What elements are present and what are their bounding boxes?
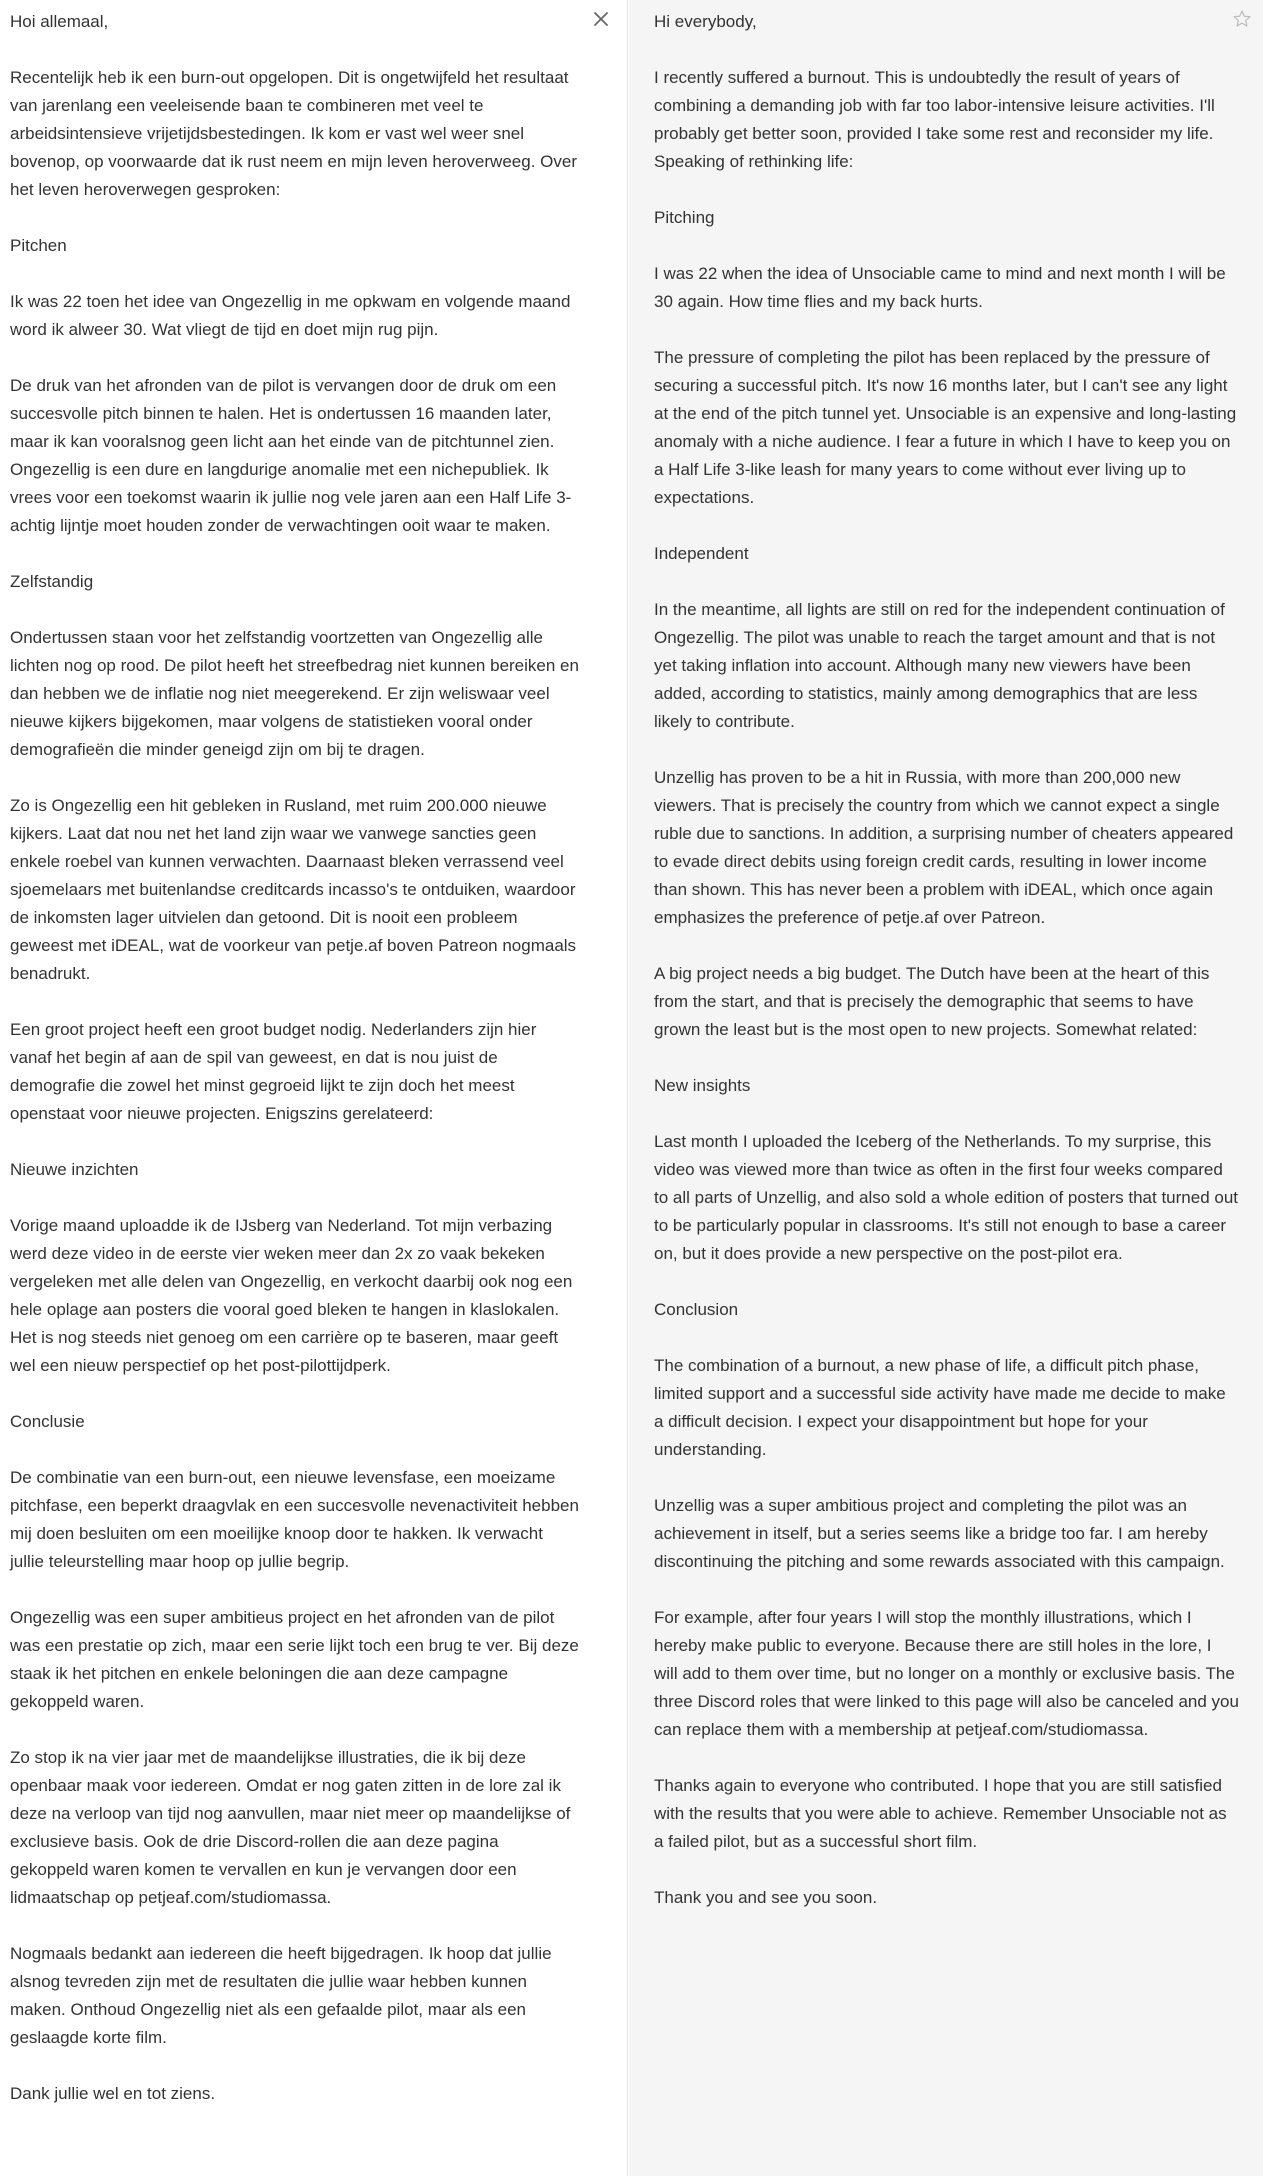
source-paragraph: De druk van het afronden van de pilot is vervangen door de druk om een succesvolle pitch binnen te halen. Het is ondertussen 16 maanden later, maar ik kan vooralsnog geen licht aan het einde van de pitchtunnel zien. Ongezellig is een dure en langdurige anomalie met een nichepubliek. Ik vrees voor een toekomst waarin ik jullie nog vele jaren aan een Half Life 3-achtig lijntje moet houden zonder de verwachtingen ooit waar te maken.: [10, 376, 572, 535]
source-paragraph: Zo is Ongezellig een hit gebleken in Rusland, met ruim 200.000 nieuwe kijkers. Laat dat nou net het land zijn waar we vanwege sancties geen enkele roebel van kunnen verwachten. Daarnaast bleken verrassend veel sjoemelaars met buitenlandse creditcards incasso's te ontduiken, waardoor de inkomsten lager uitvielen dan getoond. Dit is nooit een probleem geweest met iDEAL, wat de voorkeur van petje.af boven Patreon nogmaals benadrukt.: [10, 796, 577, 983]
source-paragraph: Vorige maand uploadde ik de IJsberg van Nederland. Tot mijn verbazing werd deze video in de eerste vier weken meer dan 2x zo vaak bekeken vergeleken met alle delen van Ongezellig, en verkocht daarbij ook nog een hele oplage aan posters die vooral goed bleken te hangen in klaslokalen. Het is nog steeds niet genoeg om een carrière op te baseren, maar geeft wel een nieuw perspectief op het post-pilottijdperk.: [10, 1216, 573, 1375]
source-textarea[interactable]: [10, 8, 580, 2108]
translation-paragraph: The pressure of completing the pilot has been replaced by the pressure of securing a successful pitch. It's now 16 months later, but I can't see any light at the end of the pitch tunnel yet. Unsociable is an expensive and long-lasting anomaly with a niche audience. I fear a future in which I have to keep you on a Half Life 3-like leash for many years to come without ever living up to expectations.: [654, 348, 1237, 507]
translation-paragraph: For example, after four years I will stop the monthly illustrations, which I hereby make public to everyone. Because there are still holes in the lore, I will add to them over time, but no longer on a monthly or exclusive basis. The three Discord roles that were linked to this page will also be canceled and you can replace them with a membership at petjeaf.com/studiomassa.: [654, 1608, 1239, 1739]
translation-paragraph: A big project needs a big budget. The Dutch have been at the heart of this from the start, and that is precisely the demographic that seems to have grown the least but is the most open to new projects. Somewhat related:: [654, 964, 1210, 1039]
translation-paragraph: Independent: [654, 544, 749, 563]
translation-paragraph: Hi everybody,: [654, 12, 757, 31]
translation-output: [654, 8, 1239, 1912]
translation-paragraph: Last month I uploaded the Iceberg of the Netherlands. To my surprise, this video was viewed more than twice as often in the first four weeks compared to all parts of Unzellig, and also sold a whole edition of posters that turned out to be particularly popular in classrooms. It's still not enough to base a career on, but it does provide a new perspective on the post-pilot era.: [654, 1132, 1239, 1263]
translation-paragraph: In the meantime, all lights are still on red for the independent continuation of Ongezellig. The pilot was unable to reach the target amount and that is not yet taking inflation into account. Although many new viewers have been added, according to statistics, mainly among demographics that are less likely to contribute.: [654, 600, 1225, 731]
translation-paragraph: Unzellig was a super ambitious project and completing the pilot was an achievement in itself, but a series seems like a bridge too far. I am hereby discontinuing the pitching and some rewards associated with this campaign.: [654, 1496, 1225, 1571]
source-paragraph: Recentelijk heb ik een burn-out opgelopen. Dit is ongetwijfeld het resultaat van jarenlang een veeleisende baan te combineren met veel te arbeidsintensieve vrijetijdsbestedingen. Ik kom er vast wel weer snel bovenop, op voorwaarde dat ik rust neem en mijn leven heroverweeg. Over het leven heroverwegen gesproken:: [10, 68, 577, 199]
source-paragraph: Ongezellig was een super ambitieus project en het afronden van de pilot was een prestatie op zich, maar een serie lijkt toch een brug te ver. Bij deze staak ik het pitchen en enkele beloningen die aan deze campagne gekoppeld waren.: [10, 1608, 579, 1711]
translation-paragraph: Pitching: [654, 208, 715, 227]
translation-paragraph: Conclusion: [654, 1300, 739, 1319]
source-paragraph: Ik was 22 toen het idee van Ongezellig in me opkwam en volgende maand word ik alweer 30. Wat vliegt de tijd en doet mijn rug pijn.: [10, 292, 571, 339]
source-paragraph: Pitchen: [10, 236, 67, 255]
source-text-panel[interactable]: [0, 0, 628, 2176]
source-paragraph: Nogmaals bedankt aan iedereen die heeft bijgedragen. Ik hoop dat jullie alsnog tevreden zijn met de resultaten die jullie waar hebben kunnen maken. Onthoud Ongezellig niet als een gefaalde pilot, maar als een geslaagde korte film.: [10, 1944, 552, 2047]
translation-panel: [629, 0, 1263, 2176]
source-paragraph: Dank jullie wel en tot ziens.: [10, 2084, 216, 2103]
translation-paragraph: New insights: [654, 1076, 751, 1095]
translation-paragraph: Thanks again to everyone who contributed. I hope that you are still satisfied with the results that you were able to achieve. Remember Unsociable not as a failed pilot, but as a successful short film.: [654, 1776, 1227, 1851]
translation-paragraph: Unzellig has proven to be a hit in Russia, with more than 200,000 new viewers. That is precisely the country from which we cannot expect a single ruble due to sanctions. In addition, a surprising number of cheaters appeared to evade direct debits using foreign credit cards, resulting in lower income than shown. This has never been a problem with iDEAL, which once again emphasizes the preference of petje.af over Patreon.: [654, 768, 1234, 927]
source-paragraph: Zelfstandig: [10, 572, 94, 591]
clear-source-button[interactable]: [588, 6, 614, 32]
translation-paragraph: I was 22 when the idea of Unsociable came to mind and next month I will be 30 again. How time flies and my back hurts.: [654, 264, 1226, 311]
source-paragraph: Een groot project heeft een groot budget nodig. Nederlanders zijn hier vanaf het begin af aan de spil van geweest, en dat is nou juist de demografie die zowel het minst gegroeid lijkt te zijn doch het meest openstaat voor nieuwe projecten. Enigszins gerelateerd:: [10, 1020, 537, 1123]
translation-paragraph: The combination of a burnout, a new phase of life, a difficult pitch phase, limited support and a successful side activity have made me decide to make a difficult decision. I expect your disappointment but hope for your understanding.: [654, 1356, 1226, 1459]
source-paragraph: De combinatie van een burn-out, een nieuwe levensfase, een moeizame pitchfase, een beperkt draagvlak en een succesvolle nevenactiviteit hebben mij doen besluiten om een moeilijke knoop door te hakken. Ik verwacht jullie teleurstelling maar hoop op jullie begrip.: [10, 1468, 579, 1571]
save-translation-button[interactable]: [1229, 6, 1255, 32]
star-icon: [1232, 9, 1252, 29]
translation-paragraph: Thank you and see you soon.: [654, 1888, 878, 1907]
source-paragraph: Nieuwe inzichten: [10, 1160, 139, 1179]
source-paragraph: Zo stop ik na vier jaar met de maandelijkse illustraties, die ik bij deze openbaar maak voor iedereen. Omdat er nog gaten zitten in de lore zal ik deze na verloop van tijd nog aanvullen, maar niet meer op maandelijkse of exclusieve basis. Ook de drie Discord-rollen die aan deze pagina gekoppeld waren komen te vervallen en kun je vervangen door een lidmaatschap op petjeaf.com/studiomassa.: [10, 1748, 571, 1907]
source-paragraph: Hoi allemaal,: [10, 12, 109, 31]
source-paragraph: Conclusie: [10, 1412, 85, 1431]
source-paragraph: Ondertussen staan voor het zelfstandig voortzetten van Ongezellig alle lichten nog op rood. De pilot heeft het streefbedrag niet kunnen bereiken en dan hebben we de inflatie nog niet meegerekend. Er zijn weliswaar veel nieuwe kijkers bijgekomen, maar volgens de statistieken vooral onder demografieën die minder geneigd zijn om bij te dragen.: [10, 628, 579, 759]
close-icon: [592, 10, 610, 28]
translation-paragraph: I recently suffered a burnout. This is undoubtedly the result of years of combining a demanding job with far too labor-intensive leisure activities. I'll probably get better soon, provided I take some rest and reconsider my life. Speaking of rethinking life:: [654, 68, 1215, 171]
